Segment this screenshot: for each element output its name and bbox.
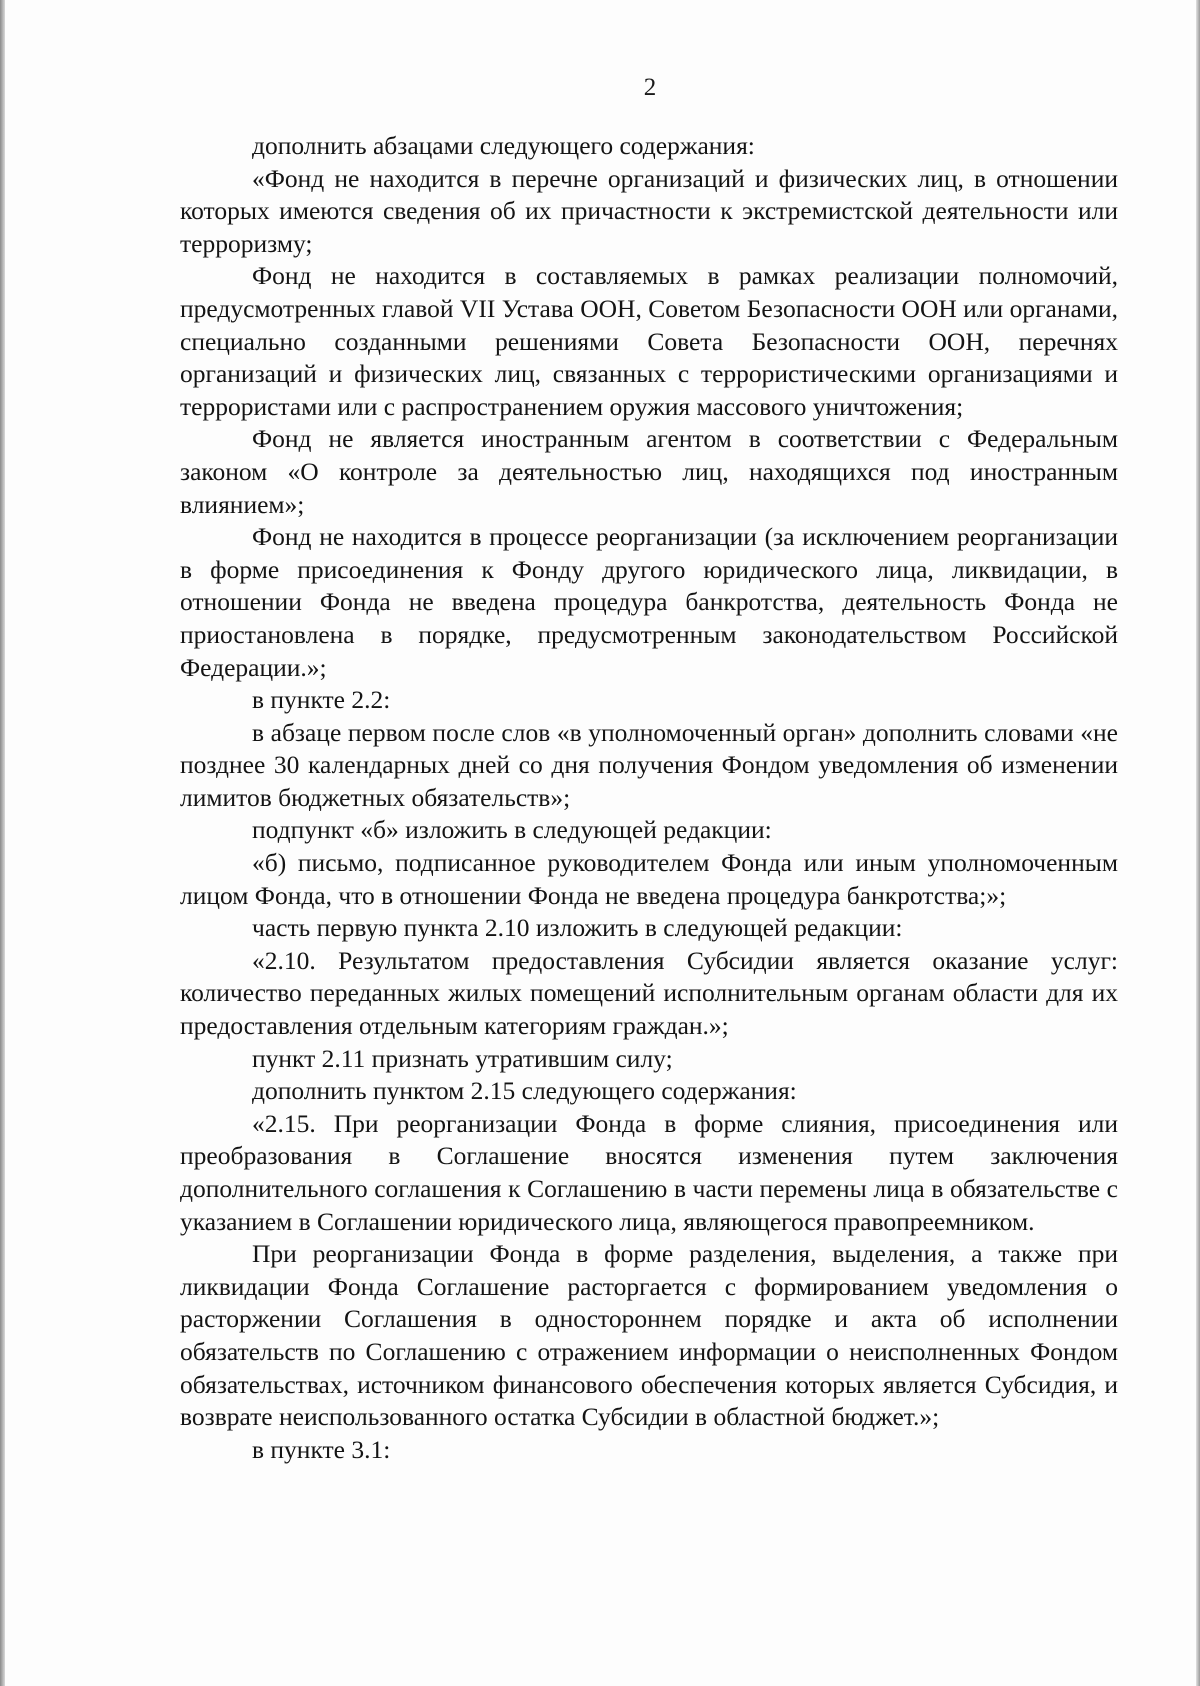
- paragraph: часть первую пункта 2.10 изложить в следующей редакции:: [252, 913, 903, 943]
- paragraph: подпункт «б» изложить в следующей редакции:: [252, 815, 772, 845]
- paragraph: «2.15. При реорганизации Фонда в форме слияния, присоединения или преобразования в Соглашение вносятся изменения путем заключения дополнительного соглашения к Соглашению в части перемены лица в обязательстве с указанием в Соглашении юридического лица, являющегося правопреемником.: [180, 1108, 1118, 1236]
- document-body: [180, 130, 1118, 1466]
- paragraph: пункт 2.11 признать утратившим силу;: [252, 1043, 673, 1073]
- paragraph: Фонд не является иностранным агентом в соответствии с Федеральным законом «О контроле за деятельностью лиц, находящихся под иностранным влиянием»;: [180, 424, 1118, 519]
- scan-edge-left: [0, 0, 5, 1686]
- paragraph: «Фонд не находится в перечне организаций и физических лиц, в отношении которых имеются сведения об их причастности к экстремистской деятельности или терроризму;: [180, 163, 1118, 258]
- page-number: 2: [643, 74, 657, 101]
- paragraph: в пункте 3.1:: [252, 1434, 391, 1464]
- paragraph: Фонд не находится в составляемых в рамках реализации полномочий, предусмотренных главой VII Устава ООН, Советом Безопасности ООН или органами, специально созданными решениями Совета Безопасности ООН, перечнях организаций и физических лиц, связанных с террористическими организациями и террористами или с распространением оружия массового уничтожения;: [180, 261, 1118, 421]
- paragraph: в абзаце первом после слов «в уполномоченный орган» дополнить словами «не позднее 30 календарных дней со дня получения Фондом уведомления об изменении лимитов бюджетных обязательств»;: [180, 717, 1118, 812]
- paragraph: При реорганизации Фонда в форме разделения, выделения, а также при ликвидации Фонда Соглашение расторгается с формированием уведомления о расторжении Соглашения в одностороннем порядке и акта об исполнении обязательств по Соглашению с отражением информации о неисполненных Фондом обязательствах, источником финансового обеспечения которых является Субсидия, и возврате неиспользованного остатка Субсидии в областной бюджет.»;: [180, 1239, 1118, 1432]
- paragraph: дополнить абзацами следующего содержания:: [252, 131, 755, 160]
- paragraph: в пункте 2.2:: [252, 685, 391, 715]
- paragraph: «б) письмо, подписанное руководителем Фонда или иным уполномоченным лицом Фонда, что в отношении Фонда не введена процедура банкротства;»;: [180, 848, 1118, 910]
- paragraph: Фонд не находится в процессе реорганизации (за исключением реорганизации в форме присоединения к Фонду другого юридического лица, ликвидации, в отношении Фонда не введена процедура банкротства, деятельность Фонда не приостановлена в порядке, предусмотренным законодательством Российской Федерации.»;: [180, 522, 1118, 682]
- scan-edge-right: [1196, 0, 1200, 1686]
- paragraph: «2.10. Результатом предоставления Субсидии является оказание услуг: количество переданных жилых помещений исполнительным органам области для их предоставления отдельным категориям граждан.»;: [180, 945, 1118, 1041]
- paragraph: дополнить пунктом 2.15 следующего содержания:: [252, 1076, 797, 1106]
